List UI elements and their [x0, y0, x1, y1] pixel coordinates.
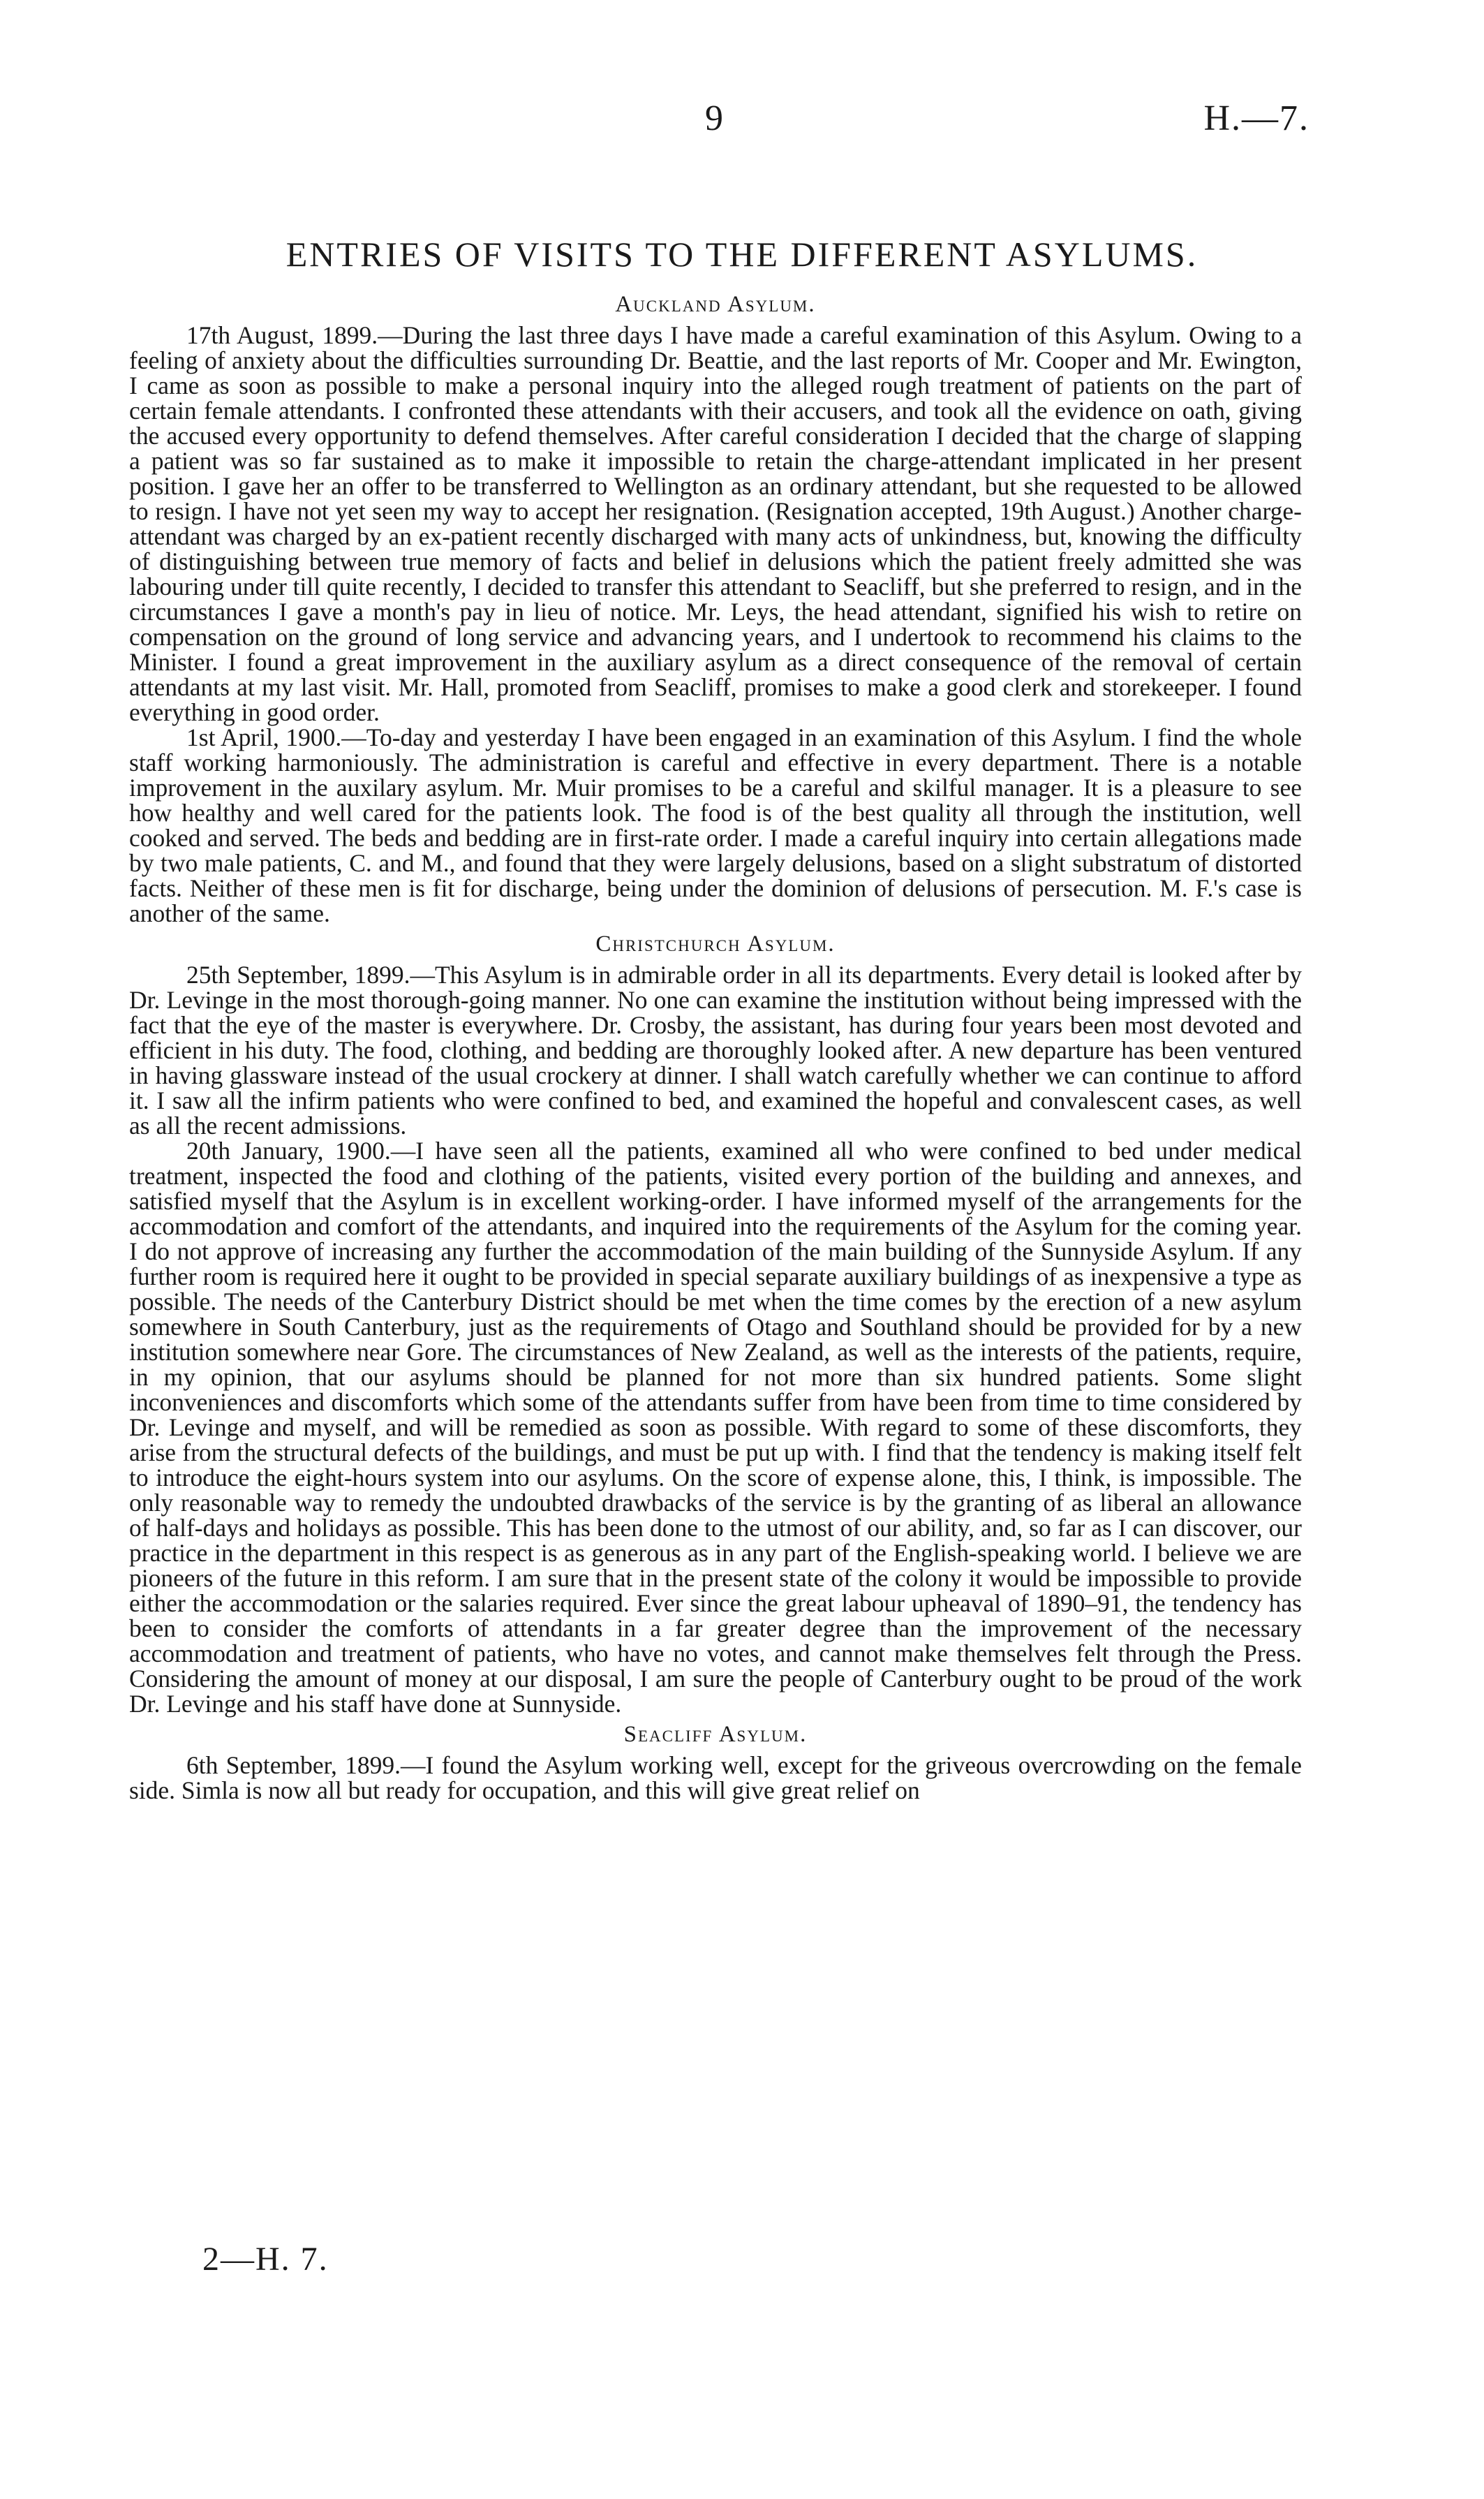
entry-paragraph: 6th September, 1899.—I found the Asylum working well, except for the griveous overcrowding on the female side. Simla is now all but ready for occupation, and this will give great relief on [129, 1751, 1302, 1804]
section-heading: Christchurch Asylum. [595, 931, 836, 957]
footer-signature: 2—H. 7. [202, 2241, 329, 2278]
page-reference: H.—7. [1203, 98, 1309, 138]
page-number: 9 [705, 98, 723, 138]
entry-paragraph: 1st April, 1900.—To-day and yesterday I have been engaged in an examination of this Asylum. I find the whole staff working harmoniously. The administration is careful and effective in every department. There is a notable improvement in the auxilary asylum. Mr. Muir promises to be a careful and skilful manager. It is a pleasure to see how healthy and well cared for the patients look. The food is of the best quality all through the institution, well cooked and served. The beds and bedding are in first-rate order. I made a careful inquiry into certain allegations made by two male patients, C. and M., and found that they were largely delusions, based on a slight substratum of distorted facts. Neither of these men is fit for discharge, being under the dominion of delusions of persecution. M. F.'s case is another of the same. [129, 723, 1302, 927]
section-heading: Auckland Asylum. [615, 292, 816, 317]
entry-paragraph: 20th January, 1900.—I have seen all the patients, examined all who were confined to bed under medical treatment, inspected the food and clothing of the patients, visited every portion of the building and annexes, and satisfied myself that the Asylum is in excellent working-order. I have informed myself of the arrangements for the accommodation and comfort of the attendants, and inquired into the requirements of the Asylum for the coming year. I do not approve of increasing any further the accommodation of the main building of the Sunnyside Asylum. If any further room is required here it ought to be provided in special separate auxiliary buildings of as inexpensive a type as possible. The needs of the Canterbury District should be met when the time comes by the erection of a new asylum somewhere in South Canterbury, just as the requirements of Otago and Southland should be provided for by a new institution somewhere near Gore. The circumstances of New Zealand, as well as the interests of the patients, require, in my opinion, that our asylums should be planned for not more than six hundred patients. Some slight inconveniences and discomforts which some of the attendants suffer from have been from time to time considered by Dr. Levinge and myself, and will be remedied as soon as possible. With regard to some of these discomforts, they arise from the structural defects of the buildings, and must be put up with. I find that the tendency is making itself felt to introduce the eight-hours system into our asylums. On the score of expense alone, this, I think, is impossible. The only reasonable way to remedy the undoubted drawbacks of the service is by the granting of as liberal an allowance of half-days and holidays as possible. This has been done to the utmost of our ability, and, so far as I can discover, our practice in the department in this respect is as generous as in any part of the English-speaking world. I believe we are pioneers of the future in this reform. I am sure that in the present state of the colony it would be impossible to provide either the accommodation or the salaries required. Ever since the great labour upheaval of 1890–91, the tendency has been to consider the comforts of attendants in a far greater degree than the improvement of the necessary accommodation and treatment of patients, who have no votes, and cannot make themselves felt through the Press. Considering the amount of money at our disposal, I am sure the people of Canterbury ought to be proud of the work Dr. Levinge and his staff have done at Sunnyside. [129, 1137, 1302, 1718]
entry-paragraph: 17th August, 1899.—During the last three days I have made a careful examination of this Asylum. Owing to a feeling of anxiety about the difficulties surrounding Dr. Beattie, and the last reports of Mr. Cooper and Mr. Ewington, I came as soon as possible to make a personal inquiry into the alleged rough treatment of patients on the part of certain female attendants. I confronted these attendants with their accusers, and took all the evidence on oath, giving the accused every opportunity to defend themselves. After careful consideration I decided that the charge of slapping a patient was so far sustained as to make it impossible to retain the charge-attendant implicated in her present position. I gave her an offer to be transferred to Wellington as an ordinary attendant, but she requested to be allowed to resign. I have not yet seen my way to accept her resignation. (Resignation accepted, 19th August.) Another charge-attendant was charged by an ex-patient recently discharged with many acts of unkindness, but, knowing the difficulty of distinguishing between true memory of facts and belief in delusions which the patient freely admitted she was labouring under till quite recently, I decided to transfer this attendant to Seacliff, but she preferred to resign, and in the circumstances I gave a month's pay in lieu of notice. Mr. Leys, the head attendant, signified his wish to retire on compensation on the ground of long service and advancing years, and I undertook to recommend his claims to the Minister. I found a great improvement in the auxiliary asylum as a direct consequence of the removal of certain attendants at my last visit. Mr. Hall, promoted from Seacliff, promises to make a good clerk and storekeeper. I found everything in good order. [129, 321, 1302, 726]
section-heading: Seacliff Asylum. [623, 1722, 808, 1747]
document-body [129, 286, 1302, 1803]
entry-paragraph: 25th September, 1899.—This Asylum is in admirable order in all its departments. Every detail is looked after by Dr. Levinge in the most thorough-going manner. No one can examine the institution without being impressed with the fact that the eye of the master is everywhere. Dr. Crosby, the assistant, has during four years been most devoted and efficient in his duty. The food, clothing, and bedding are thoroughly looked after. A new departure has been ventured in having glassware instead of the usual crockery at dinner. I shall watch carefully whether we can continue to afford it. I saw all the infirm patients who were confined to bed, and examined the hopeful and convalescent cases, as well as all the recent admissions. [129, 961, 1302, 1140]
section-auckland [129, 292, 1302, 926]
section-christchurch [129, 931, 1302, 1716]
page-title: ENTRIES OF VISITS TO THE DIFFERENT ASYLUMS. [285, 235, 1199, 274]
section-seacliff [129, 1722, 1302, 1803]
